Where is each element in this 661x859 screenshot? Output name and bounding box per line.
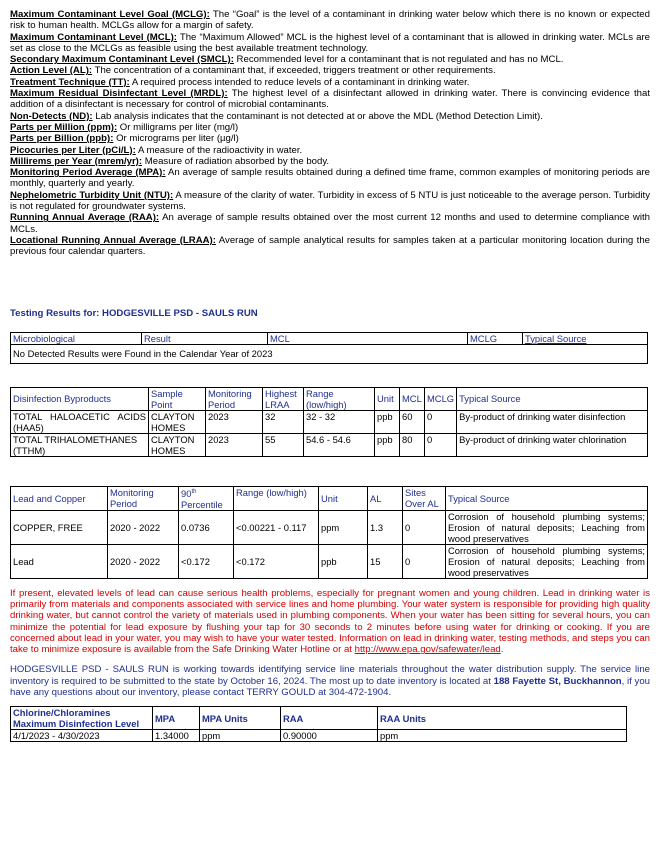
definition-term: Running Annual Average (RAA): — [10, 212, 160, 224]
cell: 2020 - 2022 — [108, 544, 179, 578]
definition-item — [10, 156, 650, 167]
lead-notice-text: If present, elevated levels of lead can cause serious health problems, especially for pregnant women and young children. Lead in drinking water is primarily from materials and components associated with service lines and home plumbing. Your water system is responsible for providing high quality drinking water, but cannot control the variety of materials used in plumbing components. When your water has been sitting for several hours, you can minimize the potential for lead exposure by flushing your tap for 30 seconds to 2 minutes before using water for drinking or cooking. If you are concerned about lead in your water, you may wish to have your water tested. Information on lead in drinking water, testing methods, and steps you can take to minimize exposure is available from the Safe Drinking Water Hotline or at — [10, 587, 650, 656]
cell: 0.90000 — [281, 730, 378, 742]
definition-term: Maximum Residual Disinfectant Level (MRDL): — [10, 88, 228, 100]
cell: 0.0736 — [179, 510, 234, 544]
cell: CLAYTON HOMES — [149, 410, 206, 433]
epa-lead-link[interactable]: http://www.epa.gov/safewater/lead — [354, 644, 501, 656]
cell: Corrosion of household plumbing systems; Erosion of natural deposits; Leaching from wood preservatives — [446, 510, 648, 544]
definition-term: Locational Running Annual Average (LRAA): — [10, 234, 216, 246]
col-header: Microbiological — [11, 332, 142, 344]
cell: CLAYTON HOMES — [149, 433, 206, 456]
definition-text: An average of sample results obtained during a defined time frame, common examples of monitoring periods are monthly, quarterly and yearly. — [10, 167, 650, 190]
definition-item — [10, 122, 650, 133]
definition-text: A required process intended to reduce levels of a contaminant in drinking water. — [129, 76, 470, 88]
cell: TOTAL TRIHALOMETHANES (TTHM) — [11, 433, 149, 456]
definition-item — [10, 212, 650, 235]
cell: 15 — [368, 544, 403, 578]
col-header: Sites Over AL — [403, 486, 446, 510]
definition-item — [10, 77, 650, 88]
cell: 2023 — [206, 410, 263, 433]
definition-item — [10, 54, 650, 65]
definition-text: The highest level of a disinfectant allowed in drinking water. There is convincing evidence that addition of a disinfectant is necessary for control of microbial contaminants. — [10, 88, 650, 111]
col-header: Typical Source — [446, 486, 648, 510]
testing-results-heading: Testing Results for: HODGESVILLE PSD - SAULS RUN — [10, 307, 258, 319]
definition-text: A measure of the radioactivity in water. — [135, 144, 303, 156]
cell: 0 — [403, 510, 446, 544]
col-header: Lead and Copper — [11, 486, 108, 510]
col-header: MPA Units — [200, 707, 281, 730]
cell: 1.3 — [368, 510, 403, 544]
col-header: RAA — [281, 707, 378, 730]
col-header: Typical Source — [523, 332, 648, 344]
definition-term: Millirems per Year (mrem/yr): — [10, 155, 143, 167]
col-header: Typical Source — [457, 387, 648, 410]
inventory-location: 188 Fayette St, Buckhannon — [493, 675, 622, 687]
chlorine-table — [10, 706, 627, 742]
table-row — [11, 730, 627, 742]
definition-text: Or milligrams per liter (mg/l) — [117, 121, 239, 133]
col-header: AL — [368, 486, 403, 510]
cell: ppb — [375, 433, 400, 456]
col-header: Unit — [375, 387, 400, 410]
col-header: MPA — [153, 707, 200, 730]
col-header: Disinfection Byproducts — [11, 387, 149, 410]
definition-text: An average of sample results obtained over the most current 12 months and used to determine compliance with MCLs. — [10, 212, 650, 235]
definition-text: The “Maximum Allowed” MCL is the highest level of a contaminant that is allowed in drinking water. MCLs are set as close to the MCLGs as feasible using the best available treatment technology. — [10, 31, 650, 54]
definition-term: Picocuries per Liter (pCi/L): — [10, 144, 136, 156]
page-body — [10, 9, 650, 742]
cell: Corrosion of household plumbing systems; Erosion of natural deposits; Leaching from wood preservatives — [446, 544, 648, 578]
lead-notice: If present, elevated levels of lead can cause serious health problems, especially for pregnant women and young children. Lead in drinking water is primarily from materials and components associated with service lines and home plumbing. Your water system is responsible for providing high quality drinking water, but cannot control the variety of materials used in plumbing components. When your water has been sitting for several hours, you can minimize the potential for lead exposure by flushing your tap for 30 seconds to 2 minutes before using water for drinking or cooking. If you are concerned about lead in your water, you may wish to have your water tested. Information on lead in drinking water, testing methods, and steps you can take to minimize exposure is available from the Safe Drinking Water Hotline or at http://www.epa.gov/safewater/lead. — [10, 587, 650, 656]
col-header: Range (low/high) — [234, 486, 319, 510]
definition-item — [10, 235, 650, 258]
cell: 80 — [400, 433, 425, 456]
col-header: Monitoring Period — [108, 486, 179, 510]
col-header: Sample Point — [149, 387, 206, 410]
cell: 0 — [403, 544, 446, 578]
chlorine-header-cell — [11, 707, 153, 730]
col-header: MCLG — [468, 332, 523, 344]
cell: By-product of drinking water disinfection — [457, 410, 648, 433]
definition-item — [10, 88, 650, 111]
cell: <0.172 — [234, 544, 319, 578]
definition-item — [10, 133, 650, 144]
definition-term: Treatment Technique (TT): — [10, 76, 130, 88]
table-row — [11, 510, 648, 544]
definition-text: The concentration of a contaminant that, if exceeded, triggers treatment or other requirements. — [92, 65, 496, 77]
definition-term: Parts per Million (ppm): — [10, 121, 118, 133]
definition-item — [10, 111, 650, 122]
definition-item — [10, 65, 650, 76]
definition-text: Or micrograms per liter (µg/l) — [113, 133, 239, 145]
definition-item — [10, 145, 650, 156]
cell: 2020 - 2022 — [108, 510, 179, 544]
cell: COPPER, FREE — [11, 510, 108, 544]
service-line-inventory-notice — [10, 664, 650, 698]
definition-term: Nephelometric Turbidity Unit (NTU): — [10, 189, 174, 201]
cell: By-product of drinking water chlorination — [457, 433, 648, 456]
table-row — [11, 410, 648, 433]
col-header: RAA Units — [378, 707, 627, 730]
cell: 54.6 - 54.6 — [304, 433, 375, 456]
col-header: Unit — [319, 486, 368, 510]
inventory-text: HODGESVILLE PSD - SAULS RUN is working towards identifying service line materials throughout the water distribution supply. The service line inventory is required to be submitted to the state by October 16, 2024. The most up to date inventory is located at — [10, 664, 650, 687]
definition-term: Monitoring Period Average (MPA): — [10, 167, 166, 179]
cell: 0 — [425, 410, 457, 433]
inventory-text-end: , if you have any questions about our inventory, please contact TERRY GOULD at 304-472-1904. — [10, 675, 650, 699]
cell: TOTAL HALOACETIC ACIDS (HAA5) — [11, 410, 149, 433]
col-header: Range (low/high) — [304, 387, 375, 410]
microbiological-table — [10, 332, 648, 364]
definition-text: Average of sample analytical results for samples taken at a particular monitoring location during the previous four calendar quarters. — [10, 234, 650, 258]
definition-text: A measure of the clarity of water. Turbidity in excess of 5 NTU is just noticeable to the average person. Turbidity is not regulated for groundwater systems. — [10, 189, 650, 213]
chlorine-title: Chlorine/Chloramines — [13, 707, 111, 719]
definition-term: Maximum Contaminant Level (MCL): — [10, 31, 177, 43]
col-header: Maximum Disinfection Level — [13, 718, 140, 730]
definition-term: Non-Detects (ND): — [10, 110, 93, 122]
definition-item — [10, 32, 650, 55]
table-row — [11, 433, 648, 456]
cell: 55 — [263, 433, 304, 456]
cell: 4/1/2023 - 4/30/2023 — [11, 730, 153, 742]
lead-copper-table — [10, 486, 648, 579]
definition-text: Measure of radiation absorbed by the body. — [142, 155, 330, 167]
col-header: 90th Percentile — [179, 486, 234, 510]
definition-text: Recommended level for a contaminant that is not regulated and has no MCL. — [233, 54, 564, 66]
cell: 32 - 32 — [304, 410, 375, 433]
no-results-note: No Detected Results were Found in the Calendar Year of 2023 — [11, 344, 648, 363]
cell: <0.00221 - 0.117 — [234, 510, 319, 544]
definition-item — [10, 190, 650, 213]
cell: 0 — [425, 433, 457, 456]
table-row — [11, 544, 648, 578]
definitions-list — [10, 9, 650, 258]
cell: ppm — [200, 730, 281, 742]
col-header: MCLG — [425, 387, 457, 410]
cell: 32 — [263, 410, 304, 433]
cell: ppm — [378, 730, 627, 742]
col-header: Monitoring Period — [206, 387, 263, 410]
col-header: MCL — [268, 332, 468, 344]
cell: ppm — [319, 510, 368, 544]
col-header: Result — [142, 332, 268, 344]
cell: <0.172 — [179, 544, 234, 578]
definition-item — [10, 9, 650, 32]
definition-term: Action Level (AL): — [10, 65, 93, 77]
cell: 60 — [400, 410, 425, 433]
col-header: Highest LRAA — [263, 387, 304, 410]
cell: ppb — [319, 544, 368, 578]
definition-text: The “Goal” is the level of a contaminant in drinking water below which there is no known or expected risk to human health. MCLGs allow for a margin of safety. — [10, 9, 650, 32]
definition-text: Lab analysis indicates that the contaminant is not detected at or above the MDL (Method Detection Limit). — [92, 110, 543, 122]
cell: 2023 — [206, 433, 263, 456]
cell: 1.34000 — [153, 730, 200, 742]
col-header: MCL — [400, 387, 425, 410]
cell: Lead — [11, 544, 108, 578]
definition-term: Maximum Contaminant Level Goal (MCLG): — [10, 9, 210, 20]
definition-item — [10, 167, 650, 190]
cell: ppb — [375, 410, 400, 433]
disinfection-byproducts-table — [10, 387, 648, 457]
definition-term: Secondary Maximum Contaminant Level (SMCL): — [10, 54, 234, 66]
definition-term: Parts per Billion (ppb): — [10, 133, 114, 145]
